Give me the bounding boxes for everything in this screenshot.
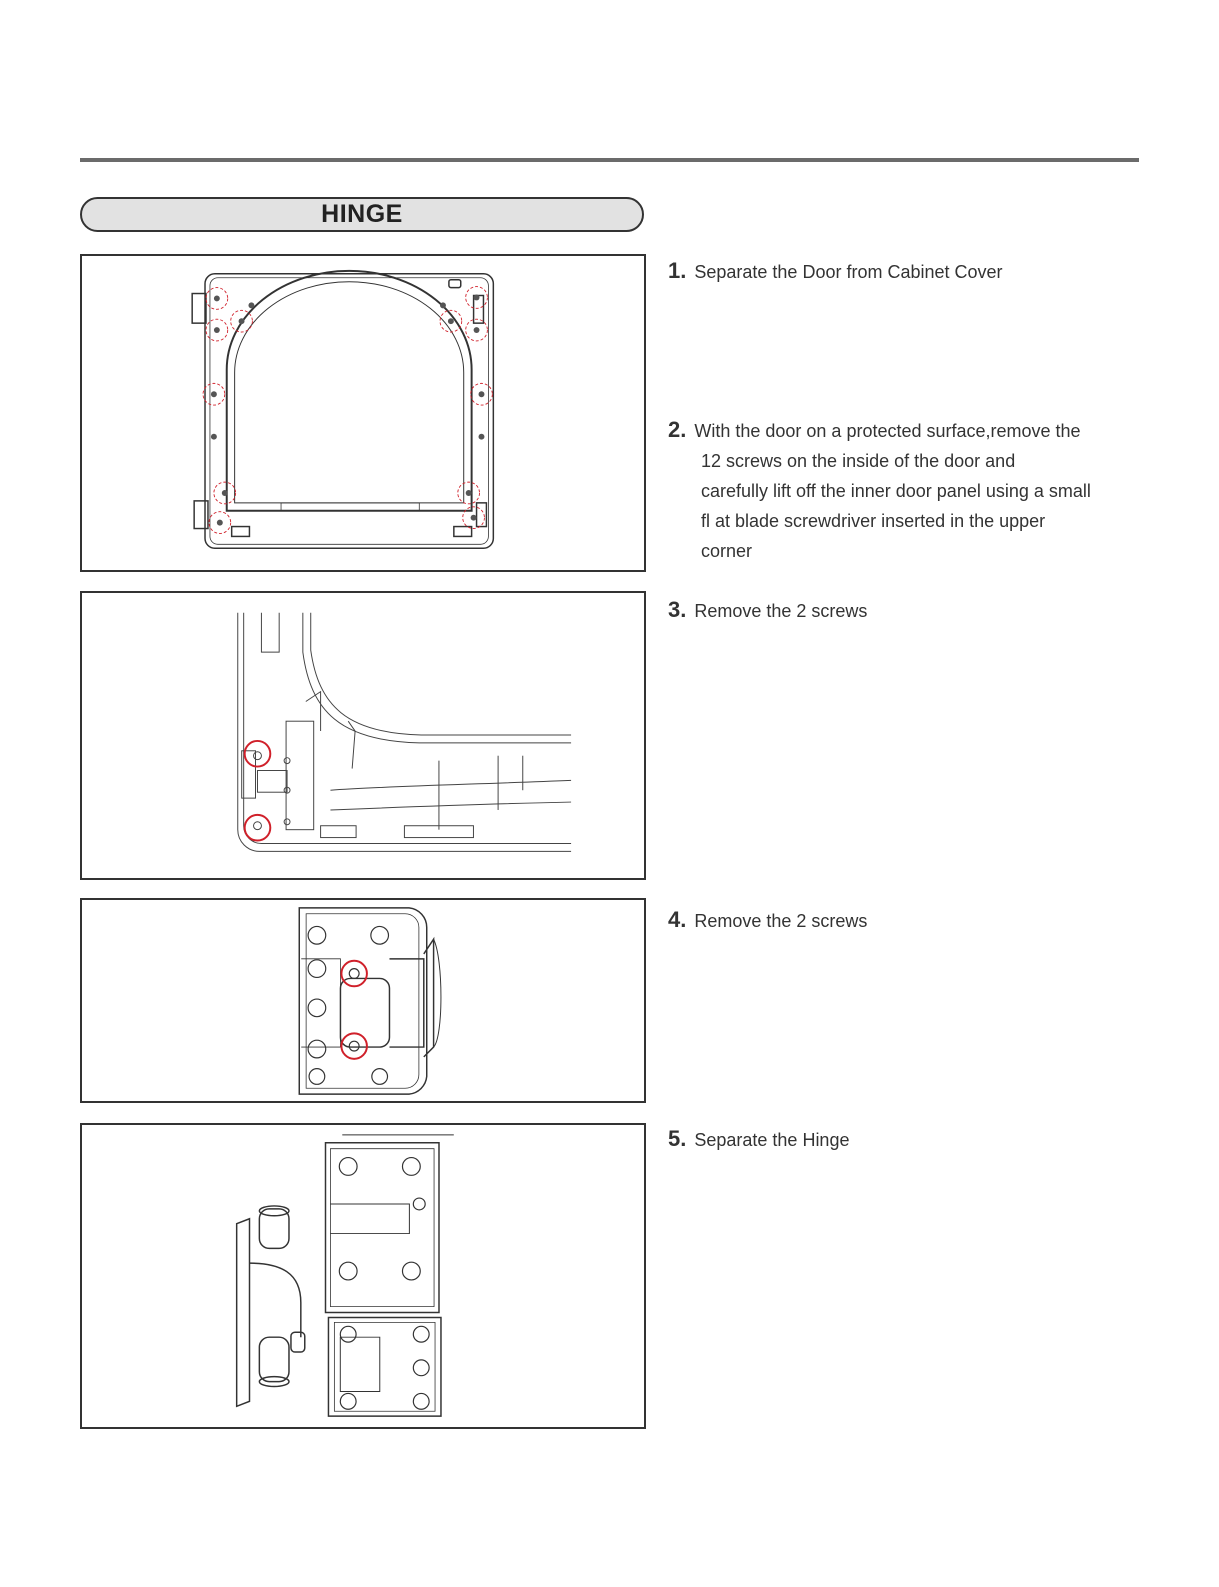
section-title: HINGE: [321, 200, 403, 228]
step-2: [668, 415, 1138, 566]
step-2-number: 2.: [668, 417, 687, 442]
step-4: [668, 905, 1138, 936]
step-5-number: 5.: [668, 1126, 687, 1151]
step-1-number: 1.: [668, 258, 687, 283]
hinge-closeup-drawing: [82, 900, 644, 1101]
step-3-text: Remove the 2 screws: [694, 601, 868, 621]
step-2-text-line-3: carefully lift off the inner door panel using a small: [701, 481, 1091, 501]
step-5: [668, 1124, 1138, 1155]
figure-door-inner-panel: [80, 254, 646, 572]
step-1-text: Separate the Door from Cabinet Cover: [694, 262, 1003, 282]
step-2-text-line-4: fl at blade screwdriver inserted in the upper: [701, 511, 1046, 531]
top-rule: [80, 158, 1139, 162]
step-4-number: 4.: [668, 907, 687, 932]
step-2-text-line-1: With the door on a protected surface,remove the: [694, 421, 1081, 441]
figure-hinge-corner: [80, 591, 646, 880]
step-1: [668, 256, 1138, 287]
figure-hinge-separated: [80, 1123, 646, 1429]
step-2-text-line-5: corner: [701, 541, 753, 561]
step-4-text: Remove the 2 screws: [694, 911, 868, 931]
step-2-text-line-2: 12 screws on the inside of the door and: [701, 451, 1016, 471]
step-3: [668, 595, 1138, 626]
door-inner-panel-drawing: [82, 256, 644, 570]
hinge-corner-drawing: [82, 593, 644, 878]
section-header: [80, 197, 644, 232]
figure-hinge-closeup: [80, 898, 646, 1103]
step-5-text: Separate the Hinge: [694, 1130, 850, 1150]
hinge-separated-drawing: [82, 1125, 644, 1427]
step-3-number: 3.: [668, 597, 687, 622]
